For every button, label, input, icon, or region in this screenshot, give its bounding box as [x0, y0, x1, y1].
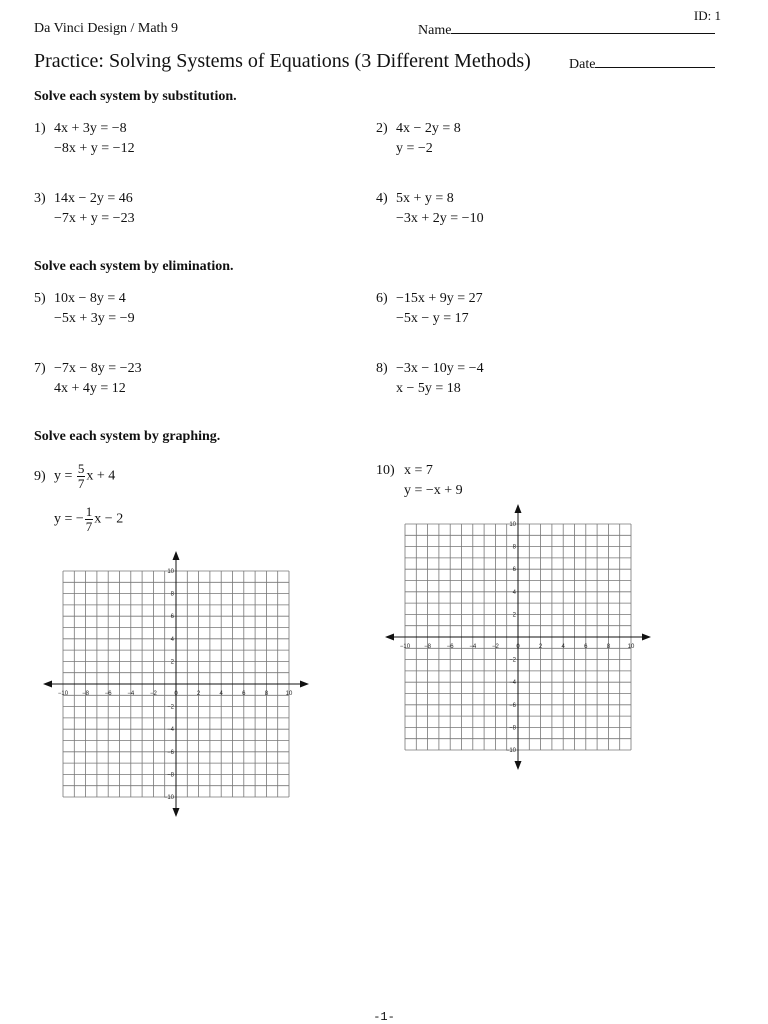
x-tick-label: −4 [469, 644, 477, 650]
equation-1: −15x + 9y = 27 [396, 291, 483, 306]
y-tick-label: −10 [163, 795, 174, 801]
y-tick-label: 4 [170, 636, 174, 643]
x-tick-label: −10 [399, 644, 411, 650]
y-tick-label: −4 [167, 727, 174, 734]
y-tick-label: −6 [509, 702, 516, 709]
x-tick-label: 6 [584, 644, 588, 650]
problem-number: 3) [34, 191, 46, 206]
x-tick-label: −4 [127, 691, 135, 697]
equation-2: −8x + y = −12 [54, 141, 135, 156]
equation-2: 4x + 4y = 12 [54, 381, 126, 396]
x-tick-label: 8 [606, 644, 611, 650]
problem-number: 6) [376, 291, 388, 306]
arrow-down-icon [515, 761, 522, 770]
x-tick-label: 0 [516, 644, 520, 650]
section-elimination: Solve each system by elimination. [34, 259, 234, 274]
x-tick-label: 4 [561, 644, 565, 650]
equation-2: x − 5y = 18 [396, 381, 461, 396]
arrow-right-icon [642, 634, 651, 641]
y-tick-label: 2 [170, 659, 174, 666]
x-tick-label: −2 [149, 691, 157, 697]
equation-1-suffix: x + 4 [86, 468, 116, 484]
problem-number: 10) [376, 463, 395, 478]
numerator: 5 [77, 461, 85, 476]
y-tick-label: 8 [170, 591, 174, 598]
x-tick-label: 0 [174, 691, 178, 697]
x-tick-label: −6 [104, 691, 112, 697]
section-graphing: Solve each system by graphing. [34, 429, 221, 444]
y-tick-label: −10 [505, 748, 516, 754]
course-label: Da Vinci Design / Math 9 [34, 21, 178, 36]
y-tick-label: −2 [509, 657, 516, 664]
denominator: 7 [85, 519, 93, 534]
equation-2: −5x + 3y = −9 [54, 311, 135, 326]
equation-1: 5x + y = 8 [396, 191, 454, 206]
equation-2: y = −x + 9 [404, 483, 463, 498]
y-tick-label: 8 [512, 544, 516, 551]
equation-1: 4x − 2y = 8 [396, 121, 461, 136]
problem-number: 9) [34, 468, 46, 484]
y-tick-label: −8 [509, 725, 516, 732]
y-tick-label: 10 [509, 522, 516, 528]
page-number: -1- [373, 1010, 395, 1024]
equation-1-prefix: y = [54, 468, 76, 484]
date-label: Date [569, 57, 596, 72]
x-tick-label: 10 [285, 691, 293, 697]
x-tick-label: 8 [264, 691, 269, 697]
y-tick-label: −4 [509, 680, 516, 687]
denominator: 7 [77, 476, 85, 491]
problem-number: 2) [376, 121, 388, 136]
problem-number: 1) [34, 121, 46, 136]
equation-1: −3x − 10y = −4 [396, 361, 484, 376]
problem-number: 8) [376, 361, 388, 376]
x-tick-label: 2 [196, 691, 201, 697]
equation-1: −7x − 8y = −23 [54, 361, 142, 376]
problem-number: 5) [34, 291, 46, 306]
equation-1: x = 7 [404, 463, 433, 478]
equation-1: 14x − 2y = 46 [54, 191, 133, 206]
x-tick-label: 4 [219, 691, 223, 697]
arrow-up-icon [515, 504, 522, 513]
arrow-left-icon [385, 634, 394, 641]
y-tick-label: −6 [167, 749, 174, 756]
section-substitution: Solve each system by substitution. [34, 89, 237, 104]
numerator: 1 [85, 504, 93, 519]
y-tick-label: −2 [167, 704, 174, 711]
name-label: Name [418, 23, 452, 38]
equation-2-prefix: y = − [54, 511, 84, 527]
problem-number: 7) [34, 361, 46, 376]
worksheet-id: ID: 1 [693, 8, 721, 23]
x-tick-label: 10 [627, 644, 635, 650]
x-tick-label: 2 [538, 644, 543, 650]
equation-2: y = −2 [396, 141, 433, 156]
equation-2: −3x + 2y = −10 [396, 211, 484, 226]
page-title: Practice: Solving Systems of Equations (3 Different Methods) [34, 50, 531, 72]
y-tick-label: 10 [167, 569, 174, 575]
equation-2: −7x + y = −23 [54, 211, 135, 226]
y-tick-label: 6 [512, 567, 516, 574]
y-tick-label: −8 [167, 772, 174, 779]
x-tick-label: −2 [491, 644, 499, 650]
x-tick-label: −8 [82, 691, 90, 697]
equation-1: 10x − 8y = 4 [54, 291, 126, 306]
equation-1: 4x + 3y = −8 [54, 121, 127, 136]
equation-2: −5x − y = 17 [396, 311, 469, 326]
y-tick-label: 4 [512, 589, 516, 596]
problem-number: 4) [376, 191, 388, 206]
equation-2-suffix: x − 2 [94, 511, 124, 527]
y-tick-label: 6 [170, 614, 174, 621]
x-tick-label: 6 [242, 691, 246, 697]
x-tick-label: −10 [57, 691, 69, 697]
y-tick-label: 2 [512, 612, 516, 619]
x-tick-label: −6 [446, 644, 454, 650]
x-tick-label: −8 [424, 644, 432, 650]
